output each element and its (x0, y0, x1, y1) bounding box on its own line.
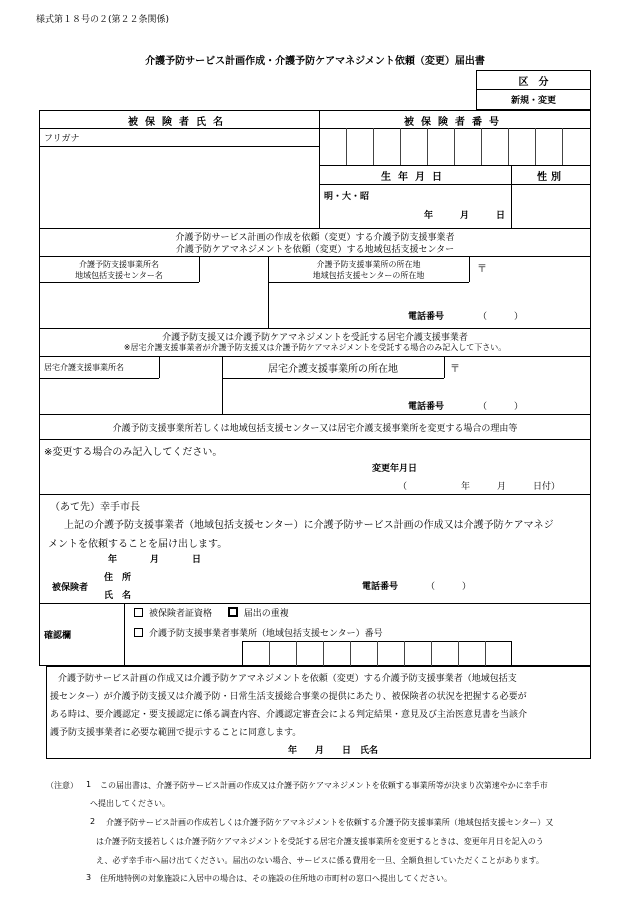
check2-label: 届出の重複 (243, 609, 289, 619)
check3-label: 介護予防支援事業者事業所（地域包括支援センター）番号 (149, 629, 383, 639)
birth-month-unit: 月 (460, 211, 470, 221)
category-header: 区 分 (518, 77, 549, 88)
support-office-addr-label1: 介護予防支援事業所の所在地 (316, 260, 421, 269)
note2-line-a: 介護予防サービス計画の作成若しくは介護予防ケアマネジメントを依頼する介護予防支援事業所（地域包括支援センター）又 (106, 818, 554, 827)
care-section-line1: 介護予防支援又は介護予防ケアマネジメントを受託する居宅介護支援事業者 (162, 333, 468, 343)
support-office-name-label1: 介護予防支援事業所名 (79, 260, 159, 269)
notes-label: （注意） (46, 781, 78, 790)
consent-sign: 年 月 日 氏名 (288, 746, 379, 756)
check-duplicate-checkbox[interactable] (228, 607, 238, 617)
address-label: 住 所 (104, 573, 132, 583)
support-section-line1: 介護予防サービス計画の作成を依頼（変更）する介護予防支援事業者 (175, 233, 455, 243)
reason-note: ※変更する場合のみ記入してください。 (44, 447, 223, 458)
care-postal-mark: 〒 (450, 364, 460, 375)
care-section-line2: ※居宅介護支援事業者が介護予防支援又は介護予防ケアマネジメントを受託する場合のみ記入して下さい。 (123, 343, 507, 352)
confirmation-check3-row (134, 626, 383, 639)
support-phone-label: 電話番号 (408, 312, 445, 322)
support-postal-mark: 〒 (477, 264, 487, 275)
submission-body1: 上記の介護予防支援事業者（地域包括支援センター）に介護予防サービス計画の作成又は介護予防ケアマネジ (64, 520, 554, 531)
confirmation-label: 確認欄 (44, 631, 72, 641)
submission-phone-parens: （ ） (426, 582, 472, 592)
insured-sign-label: 被保険者 (52, 583, 89, 593)
page-title: 介護予防サービス計画作成・介護予防ケアマネジメント依頼（変更）届出書 (145, 56, 485, 67)
submission-month-unit: 月 (150, 555, 160, 565)
reason-header: 介護予防支援事業所若しくは地域包括支援センター又は居宅介護支援事業所を変更する場合の理由等 (112, 424, 518, 434)
note1-line-b: へ提出してください。 (90, 799, 170, 808)
submission-body2: メントを依頼することを届け出します。 (48, 539, 228, 550)
note1-num: 1 (86, 780, 92, 789)
check-office-number-checkbox[interactable] (134, 628, 143, 637)
birthdate-header: 生年月日 (381, 172, 449, 183)
support-office-name-label2: 地域包括支援センター名 (75, 271, 163, 280)
form-number: 様式第１８号の２(第２２条関係) (36, 15, 170, 25)
insured-number-header: 被保険者番号 (404, 117, 506, 128)
note2-line-c: え、必ず幸手市へ届け出てください。届出のない場合、サービスに係る費用を一旦、全額負担していただくことがあります。 (96, 856, 544, 865)
care-phone-label: 電話番号 (408, 402, 445, 412)
care-office-addr-label: 居宅介護支援事業所の所在地 (268, 364, 398, 375)
note2-num: 2 (90, 817, 96, 826)
addressee: （あて先）幸手市長 (50, 502, 140, 513)
support-office-addr-label2: 地域包括支援センターの所在地 (312, 271, 425, 280)
gender-header: 性別 (537, 172, 565, 183)
change-date-label: 変更年月日 (372, 464, 418, 474)
furigana-label: フリガナ (44, 134, 80, 144)
note1-line-a: この届出書は、介護予防サービス計画の作成又は介護予防ケアマネジメントを依頼する事業所等が決まり次第速やかに幸手市 (100, 781, 548, 790)
check1-label: 被保険者証資格 (149, 609, 213, 619)
consent-line3: ある時は、要介護認定・要支援認定に係る調査内容、介護認定審査会による判定結果・意見及び主治医意見書を当該介 (50, 710, 528, 720)
care-office-name-label: 居宅介護支援事業所名 (44, 363, 124, 372)
birth-year-unit: 年 (424, 211, 434, 221)
submission-phone-label: 電話番号 (362, 582, 399, 592)
note3-num: 3 (86, 873, 92, 882)
note3-line-a: 住所地特例の対象施設に入居中の場合は、その施設の住所地の市町村の窓口へ提出してください。 (100, 874, 452, 883)
support-phone-parens: （ ） (478, 312, 524, 322)
support-section-line2: 介護予防ケアマネジメントを依頼（変更）する地域包括支援センター (175, 245, 455, 255)
consent-line4: 護予防支援事業者に必要な範囲で提示することに同意します。 (50, 728, 302, 738)
consent-line1: 介護予防サービス計画の作成又は介護予防ケアマネジメントを依頼（変更）する介護予防支援事業者（地域包括支 (58, 674, 517, 684)
check-insured-card-checkbox[interactable] (134, 608, 143, 617)
insured-name-header: 被保険者氏名 (128, 117, 230, 128)
change-date-value: （ 年 月 日付） (398, 482, 561, 492)
confirmation-check1-row (134, 606, 289, 619)
name-label: 氏 名 (104, 591, 132, 601)
care-phone-parens: （ ） (478, 402, 524, 412)
note2-line-b: は介護予防支援若しくは介護予防ケアマネジメントを受託する居宅介護支援事業所を変更するときは、変更年月日を記入のう (96, 837, 544, 846)
submission-day-unit: 日 (192, 555, 202, 565)
submission-year-unit: 年 (108, 555, 118, 565)
category-value: 新規・変更 (510, 96, 556, 106)
birth-day-unit: 日 (496, 211, 506, 221)
birth-era: 明・大・昭 (324, 192, 370, 202)
consent-line2: 援センター）が介護予防支援又は介護予防・日常生活支援総合事業の提供にあたり、被保険者の状況を把握する必要が (50, 692, 527, 702)
